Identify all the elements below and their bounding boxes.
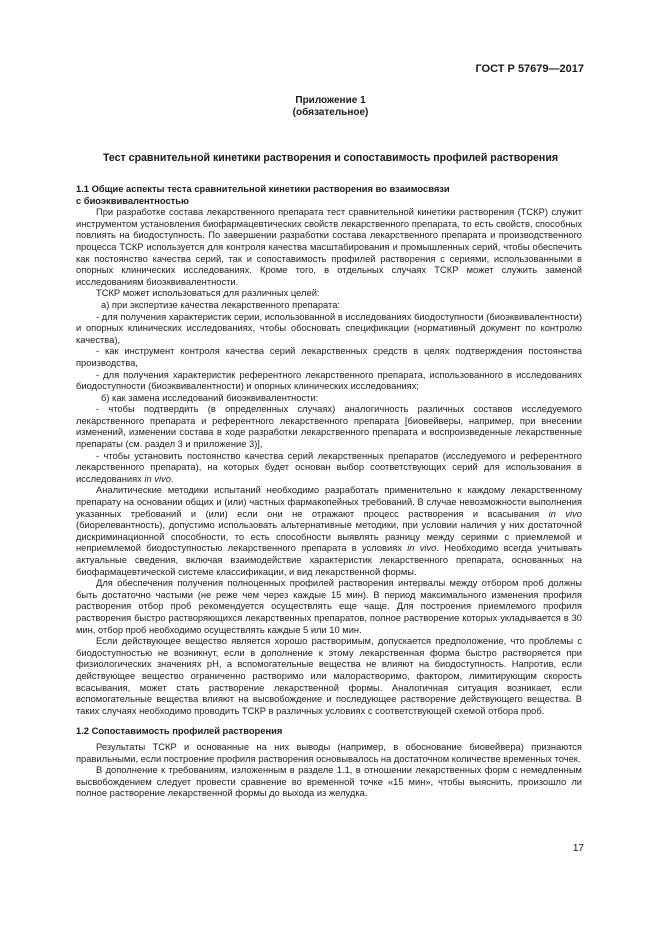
spacer xyxy=(76,717,582,726)
text-run: (биорелевантность), допустимо использовать альтернативные методики, при условии наличия у них достаточной дискриминационной способности, то есть способности выявлять разницу между сериями с приемлемой и неприемлемой биодоступностью лекарственного препарата в условиях xyxy=(76,520,582,554)
page-number: 17 xyxy=(572,843,584,854)
list-item-b: б) как замена исследований биоэквивалентности: xyxy=(101,392,319,403)
paragraph xyxy=(76,485,582,578)
standard-number: ГОСТ Р 57679—2017 xyxy=(475,63,584,75)
dash-item xyxy=(76,451,582,486)
section-2-heading: 1.2 Сопоставимость профилей растворения xyxy=(76,726,283,737)
paragraph: При разработке состава лекарственного препарата тест сравнительной кинетики растворения (ТСКР) служит инструментом установления биофармацевтических свойств лекарственного препарата, то есть свойств, способных повлиять на биодоступность. По завершении разработки состава лекарственного препарата и производственного процесса ТСКР используется для контроля качества масштабирования и промышленных серий, чтобы обеспечить как постоянство качества серий, так и сопоставимость профилей растворения с сериями, использованными в опорных клинических исследованиях. Кроме того, в отдельных случаях ТСКР может служить заменой исследованиям биоэквивалентности. xyxy=(76,207,582,287)
paragraph: В дополнение к требованиям, изложенным в разделе 1.1, в отношении лекарственных форм с немедленным высвобождением следует провести сравнение во временной точке «15 мин», чтобы выяснить, произошло ли полное растворение лекарственной формы до выхода из желудка. xyxy=(76,765,582,799)
section-1-heading xyxy=(76,184,582,207)
italic-run: in vivo xyxy=(407,543,437,554)
list-item-a: а) при экспертизе качества лекарственного препарата: xyxy=(101,299,340,310)
dash-item: - для получения характеристик серии, использованной в исследованиях биодоступности (биоэквивалентности) и опорных клинических исследованиях, чтобы обосновать спецификации (нормативный документ по контролю качества), xyxy=(76,311,582,345)
appendix-title: Приложение 1 xyxy=(295,95,366,106)
text-run: - чтобы установить постоянство качества серий лекарственных препаратов (исследуемого и референтного лекарственного препарата), на которых будет основан выбор соответствующих серий для использования в исследованиях xyxy=(76,450,582,484)
appendix-header xyxy=(0,95,661,119)
text-run: Аналитические методики испытаний необходимо разработать применительно к каждому лекарственному препарату на основании общих и (или) частных фармакопейных требований. В случае невозможности выполнения указанных требований и (или) если они не отражают процесс растворения и всасывания xyxy=(76,485,582,519)
appendix-note: (обязательное) xyxy=(292,107,369,118)
dash-item: - как инструмент контроля качества серий лекарственных средств в целях подтверждения постоянства производства, xyxy=(76,346,582,368)
paragraph: Для обеспечения получения полноценных профилей растворения интервалы между отбором проб должны быть достаточно частыми (не реже чем через каждые 15 мин). В период максимального изменения профиля растворения отбор проб рекомендуется осуществлять еще чаще. Для построения приемлемого профиля растворения быстро растворяющихся лекарственных препаратов, полное растворение которых укладывается в 30 мин, отбор проб необходимо осуществлять каждые 5 или 10 мин. xyxy=(76,578,582,635)
italic-run: in vivo xyxy=(144,473,171,484)
body-text xyxy=(76,184,582,800)
main-title: Тест сравнительной кинетики растворения и сопоставимость профилей растворения xyxy=(102,152,559,164)
text-run: . Необходимо всегда учитывать актуальные сведения, включая взаимодействие характеристик лекарственного препарата, основанных на биофармацевтической системе классификации, и вид лекарственной формы. xyxy=(76,543,582,577)
section-1-heading-line2: с биоэквивалентностью xyxy=(76,195,189,206)
paragraph: Если действующее вещество является хорошо растворимым, допускается предположение, что проблемы с биодоступностью не возникнут, если в дополнение к этому лекарственная форма быстро растворяется при физиологических значениях pH, а вспомогательные вещества не влияют на биодоступность. Напротив, если действующее вещество ограниченно растворимо или малорастворимо, фактором, лимитирующим скорость всасывания, может стать растворение лекарственной формы. Аналогичная ситуация возникает, если вспомогательные вещества влияют на высвобождение и последующее растворение действующего вещества. В таких случаях необходимо проводить ТСКР в различных условиях с соответствующей схемой отбора проб. xyxy=(76,636,582,716)
paragraph: Результаты ТСКР и основанные на них выводы (например, в обоснование биовейвера) признаются правильными, если построение профиля растворения основывалось на достаточном количестве временных точек. xyxy=(76,741,582,764)
italic-run: in vivo xyxy=(548,508,582,519)
dash-item: - для получения характеристик референтного лекарственного препарата, использованного в исследованиях биодоступности (биоэквивалентности) и опорных клинических исследованиях; xyxy=(76,369,582,392)
dash-item: - чтобы подтвердить (в определенных случаях) аналогичность различных составов исследуемого лекарственного препарата и референтного лекарственного препарата [биовейверы, например, при внесении изменений, изменении состава в ходе разработки лекарственного препарата и воспроизведенные лекарственные препараты (см. раздел 3 и приложение 3)], xyxy=(76,404,582,450)
section-1-heading-line1: 1.1 Общие аспекты теста сравнительной кинетики растворения во взаимосвязи xyxy=(76,184,450,194)
text-run: . xyxy=(170,473,174,484)
paragraph: ТСКР может использоваться для различных целей: xyxy=(96,288,320,299)
